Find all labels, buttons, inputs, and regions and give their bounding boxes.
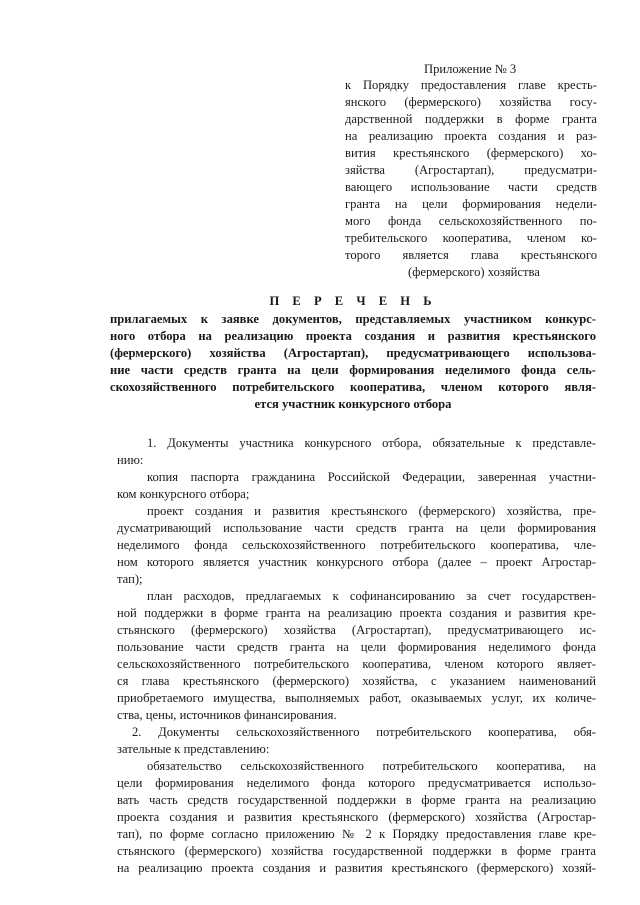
body-line: пользование части средств гранта на цели формирования неделимого фонда [117, 640, 596, 654]
title-line: ние части средств гранта на цели формирования неделимого фонда сель- [110, 363, 596, 377]
body-line: ся глава крестьянского (фермерского) хозяйства, с указанием наименований [117, 674, 596, 688]
body-line: копия паспорта гражданина Российской Федерации, заверенная участни- [147, 470, 596, 484]
appendix-line: дарственной поддержки в форме гранта [345, 112, 597, 126]
body-line: ком конкурсного отбора; [117, 487, 250, 501]
body-line: 2. Документы сельскохозяйственного потребительского кооператива, обя- [132, 725, 596, 739]
body-line: ства, цены, источников финансирования. [117, 708, 337, 722]
body-line: проекта создания и развития крестьянского (фермерского) хозяйства (Агростар- [117, 810, 596, 824]
body-line: неделимого фонда сельскохозяйственного потребительского кооператива, чле- [117, 538, 596, 552]
appendix-line: вающего использование части средств [345, 180, 597, 194]
appendix-line: янского (фермерского) хозяйства госу- [345, 95, 597, 109]
body-line: тап), по форме согласно приложению № 2 к Порядку предоставления главе кре- [117, 827, 596, 841]
body-line: план расходов, предлагаемых к софинансированию за счет государствен- [147, 589, 596, 603]
body-line: ном которого является участник конкурсного отбора (далее – проект Агростар- [117, 555, 596, 569]
appendix-label: Приложение № 3 [424, 62, 517, 76]
body-line: обязательство сельскохозяйственного потребительского кооператива, на [147, 759, 596, 773]
appendix-line: к Порядку предоставления главе кресть- [345, 78, 597, 92]
title-line: (фермерского) хозяйства (Агростартап), предусматривающего использова- [110, 346, 596, 360]
appendix-line: зяйства (Агростартап), предусматри- [345, 163, 597, 177]
title-line: скохозяйственного потребительского кооператива, членом которого явля- [110, 380, 596, 394]
title-heading: П Е Р Е Ч Е Н Ь [269, 294, 437, 308]
body-line: зательные к представлению: [117, 742, 270, 756]
appendix-line: гранта на цели формирования недели- [345, 197, 597, 211]
body-line: стьянского (фермерского) хозяйства (Агростартап), предусматривающего ис- [117, 623, 596, 637]
body-line: цели формирования неделимого фонда которого предусматривается использо- [117, 776, 596, 790]
body-line: тап); [117, 572, 143, 586]
title-line: прилагаемых к заявке документов, представляемых участником конкурс- [110, 312, 596, 326]
body-line: 1. Документы участника конкурсного отбора, обязательные к представле- [147, 436, 596, 450]
body-line: проект создания и развития крестьянского (фермерского) хозяйства, пре- [147, 504, 596, 518]
appendix-line: на реализацию проекта создания и раз- [345, 129, 597, 143]
body-line: стьянского (фермерского) хозяйства государственной поддержки в форме гранта [117, 844, 596, 858]
body-line: сельскохозяйственного потребительского кооператива, членом которого являет- [117, 657, 596, 671]
appendix-line: мого фонда сельскохозяйственного по- [345, 214, 597, 228]
appendix-line: торого является глава крестьянского [345, 248, 597, 262]
appendix-line: (фермерского) хозяйства [408, 265, 540, 279]
body-line: вать часть средств государственной поддержки в форме гранта на реализацию [117, 793, 596, 807]
body-line: на реализацию проекта создания и развития крестьянского (фермерского) хозяй- [117, 861, 596, 875]
title-line: ного отбора на реализацию проекта создания и развития крестьянского [110, 329, 596, 343]
body-line: приобретаемого имущества, выполняемых работ, оказываемых услуг, их количе- [117, 691, 596, 705]
body-line: ной поддержки в форме гранта на реализацию проекта создания и развития кре- [117, 606, 596, 620]
body-line: нию: [117, 453, 144, 467]
appendix-line: вития крестьянского (фермерского) хо- [345, 146, 597, 160]
title-line: ется участник конкурсного отбора [254, 397, 452, 411]
body-line: дусматривающий использование части средств гранта на цели формирования [117, 521, 596, 535]
appendix-line: требительского кооператива, членом ко- [345, 231, 597, 245]
